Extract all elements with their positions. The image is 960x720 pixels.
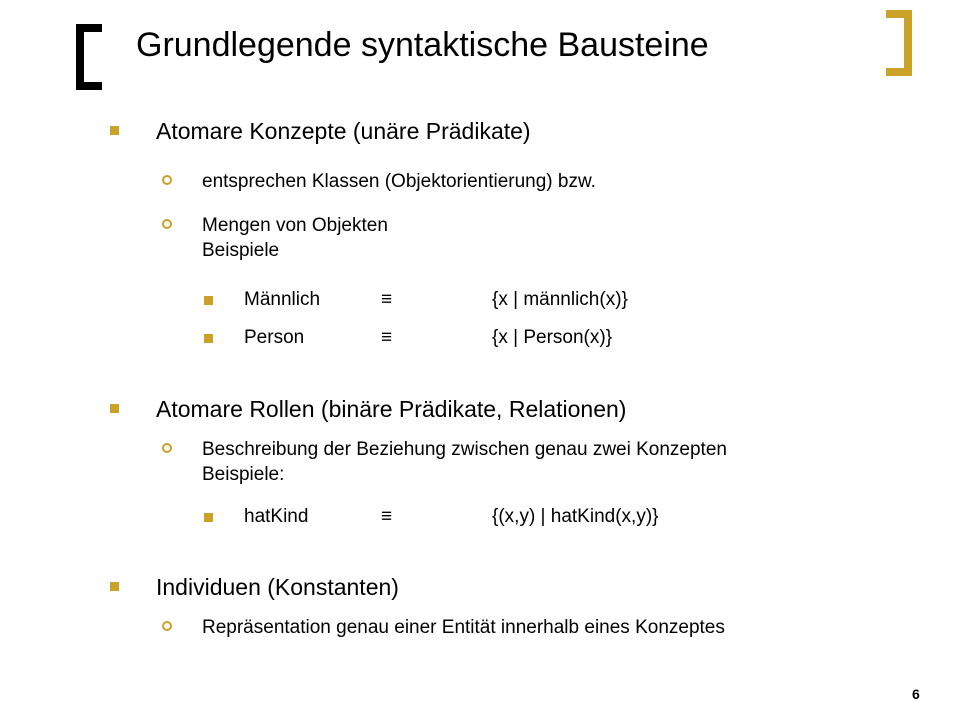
sub-bullet-classes bbox=[202, 169, 596, 194]
sub-bullet-representation bbox=[202, 615, 725, 640]
square-bullet-icon bbox=[110, 404, 119, 413]
example-definition: {x | Person(x)} bbox=[492, 327, 613, 348]
square-bullet-icon bbox=[110, 582, 119, 591]
example-row bbox=[244, 289, 628, 311]
bullet-atomic-concepts bbox=[156, 118, 531, 145]
bullet-atomic-roles bbox=[156, 396, 626, 423]
sub-bullet-text: Repräsentation genau einer Entität innerhalb eines Konzeptes bbox=[202, 617, 725, 638]
square-bullet-icon bbox=[110, 126, 119, 135]
bullet-text: Atomare Konzepte (unäre Prädikate) bbox=[156, 118, 531, 144]
sub-bullet-text: Beispiele: bbox=[202, 464, 285, 485]
sub-bullet-relationship bbox=[202, 437, 727, 487]
sub-bullet-objects bbox=[202, 213, 388, 263]
equivalence-symbol: ≡ bbox=[381, 327, 393, 348]
example-definition: {x | männlich(x)} bbox=[492, 289, 628, 310]
ring-bullet-icon bbox=[162, 219, 172, 229]
square-bullet-icon bbox=[204, 513, 213, 522]
page-number: 6 bbox=[912, 686, 920, 702]
example-term: hatKind bbox=[244, 506, 309, 527]
sub-bullet-text: Beispiele bbox=[202, 240, 280, 261]
bullet-text: Atomare Rollen (binäre Prädikate, Relationen) bbox=[156, 396, 627, 422]
sub-bullet-text: entsprechen Klassen (Objektorientierung) bzw. bbox=[202, 171, 596, 192]
square-bullet-icon bbox=[204, 334, 213, 343]
ring-bullet-icon bbox=[162, 621, 172, 631]
ring-bullet-icon bbox=[162, 443, 172, 453]
bullet-individuals bbox=[156, 574, 399, 601]
example-row bbox=[244, 327, 612, 349]
example-definition: {(x,y) | hatKind(x,y)} bbox=[492, 506, 659, 527]
title-bracket-left bbox=[76, 24, 102, 90]
ring-bullet-icon bbox=[162, 175, 172, 185]
bullet-text: Individuen (Konstanten) bbox=[156, 574, 399, 600]
slide-title: Grundlegende syntaktische Bausteine bbox=[136, 26, 709, 64]
example-row bbox=[244, 506, 659, 528]
example-term: Person bbox=[244, 327, 305, 348]
equivalence-symbol: ≡ bbox=[381, 506, 393, 527]
equivalence-symbol: ≡ bbox=[381, 289, 393, 310]
title-bracket-right bbox=[886, 10, 912, 76]
square-bullet-icon bbox=[204, 296, 213, 305]
sub-bullet-text: Mengen von Objekten bbox=[202, 215, 388, 236]
sub-bullet-text: Beschreibung der Beziehung zwischen genau zwei Konzepten bbox=[202, 439, 727, 460]
example-term: Männlich bbox=[244, 289, 321, 310]
